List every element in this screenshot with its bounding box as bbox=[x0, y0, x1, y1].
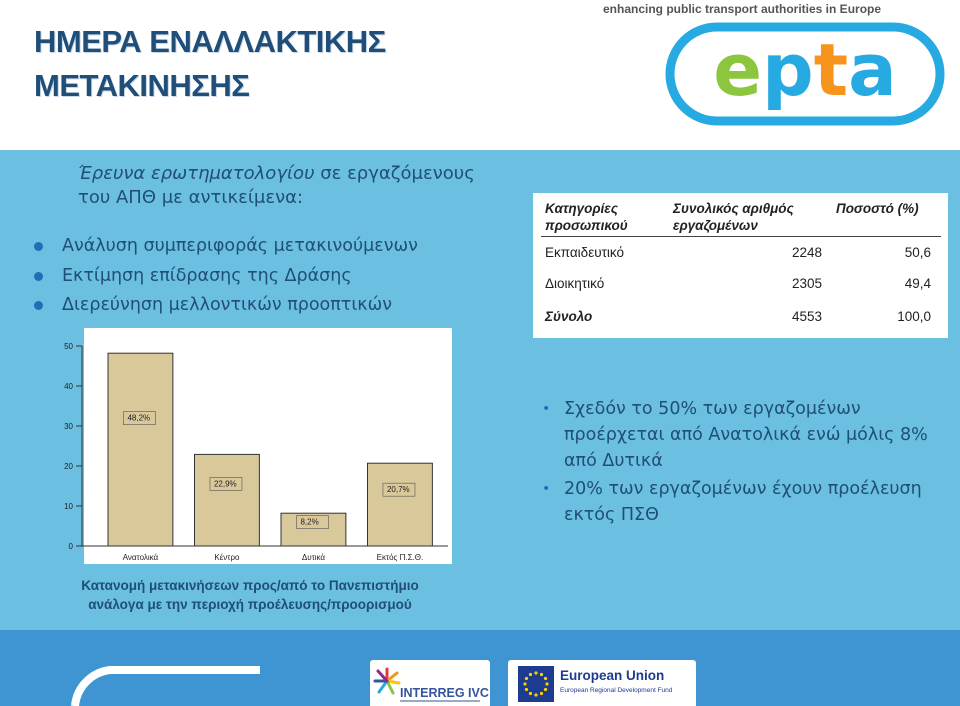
origin-bar-chart bbox=[0, 328, 452, 564]
table-cell: 2305 bbox=[791, 276, 822, 291]
staff-table-panel bbox=[533, 193, 948, 338]
interreg-logo bbox=[370, 660, 490, 706]
finding-item: • 20% των εργαζομένων έχουν προέλευση εκτός ΠΣΘ bbox=[542, 476, 942, 528]
y-tick-label: 40 bbox=[64, 382, 73, 391]
findings-list bbox=[542, 396, 942, 530]
table-header: Ποσοστό (%) bbox=[832, 198, 941, 237]
eu-stars-icon bbox=[518, 666, 554, 702]
eu-star bbox=[544, 677, 547, 680]
page-title-line2: ΜΕΤΑΚΙΝΗΣΗΣ bbox=[34, 68, 250, 103]
table-cell: Σύνολο bbox=[545, 308, 593, 324]
eu-star bbox=[540, 673, 543, 676]
main-panel bbox=[0, 150, 960, 630]
epta-tagline: enhancing public transport authorities in Europe bbox=[603, 2, 882, 16]
survey-heading-rest: σε εργαζόμενους bbox=[314, 163, 475, 184]
table-cell: 49,4 bbox=[904, 276, 931, 291]
chart-caption-line1: Κατανομή μετακινήσεων προς/από το Πανεπιστήμιο bbox=[81, 578, 419, 593]
epta-logo bbox=[660, 15, 950, 135]
table-row bbox=[541, 268, 941, 299]
interreg-label: INTERREG IVC bbox=[400, 686, 489, 700]
y-tick-label: 0 bbox=[68, 542, 73, 551]
finding-item: • Σχεδόν το 50% των εργαζομένων προέρχεται από Ανατολικά ενώ μόλις 8% από Δυτικά bbox=[542, 396, 942, 474]
eu-star bbox=[545, 682, 548, 685]
table-cell: 4553 bbox=[791, 308, 822, 324]
data-label: 48,2% bbox=[127, 413, 151, 423]
survey-objectives bbox=[34, 232, 418, 321]
eu-star bbox=[544, 688, 547, 691]
eu-flag-icon bbox=[518, 666, 554, 702]
survey-heading bbox=[78, 162, 475, 210]
chart-bar bbox=[368, 463, 433, 546]
table-cell: Διοικητικό bbox=[545, 276, 605, 291]
table-row-total bbox=[541, 299, 941, 333]
footer bbox=[0, 630, 960, 706]
survey-heading-italic: Έρευνα ερωτηματολογίου bbox=[78, 163, 315, 184]
eu-star bbox=[540, 692, 543, 695]
interreg-subtext-line bbox=[400, 700, 480, 702]
chart-bar bbox=[108, 353, 173, 546]
eu-star bbox=[534, 693, 537, 696]
eu-star bbox=[529, 692, 532, 695]
epta-logo-text: epta bbox=[713, 28, 897, 112]
eu-star bbox=[523, 682, 526, 685]
page-title-line1: ΗΜΕΡΑ ΕΝΑΛΛΑΚΤΙΚΗΣ bbox=[34, 24, 386, 59]
interreg-star-icon bbox=[372, 666, 402, 696]
y-tick-label: 30 bbox=[64, 422, 73, 431]
staff-table bbox=[541, 198, 941, 333]
x-tick-label: Δυτικά bbox=[301, 553, 326, 562]
eu-label: European Union bbox=[560, 668, 665, 683]
table-header: Κατηγορίες προσωπικού bbox=[541, 198, 669, 237]
table-header-row bbox=[541, 198, 941, 237]
survey-objective: Ανάλυση συμπεριφοράς μετακινούμενων bbox=[34, 232, 418, 262]
eu-sub-label: European Regional Development Fund bbox=[560, 687, 673, 694]
y-tick-label: 20 bbox=[64, 462, 73, 471]
y-tick-label: 10 bbox=[64, 502, 73, 511]
data-label: 20,7% bbox=[386, 485, 410, 495]
chart-bar bbox=[195, 454, 260, 546]
chart-caption-line2: ανάλογα με την περιοχή προέλευσης/προορισμού bbox=[88, 597, 412, 612]
survey-objective: Εκτίμηση επίδρασης της Δράσης bbox=[34, 262, 418, 292]
table-header: Συνολικός αριθμός εργαζομένων bbox=[669, 198, 832, 237]
eu-star bbox=[525, 677, 528, 680]
table-cell: 2248 bbox=[791, 245, 822, 260]
survey-objective: Διερεύνηση μελλοντικών προοπτικών bbox=[34, 291, 418, 321]
data-label: 8,2% bbox=[300, 517, 319, 527]
data-label: 22,9% bbox=[213, 479, 237, 489]
table-cell: 50,6 bbox=[904, 245, 931, 260]
eu-star bbox=[525, 688, 528, 691]
footer-decoration bbox=[0, 630, 320, 706]
table-cell: 100,0 bbox=[897, 308, 931, 324]
chart-caption bbox=[40, 576, 460, 614]
survey-heading-line2: του ΑΠΘ με αντικείμενα: bbox=[78, 187, 304, 208]
x-tick-label: Εκτός Π.Σ.Θ. bbox=[376, 553, 424, 562]
eu-star bbox=[529, 673, 532, 676]
x-tick-label: Ανατολικά bbox=[122, 553, 159, 562]
eu-star bbox=[534, 671, 537, 674]
page-title bbox=[34, 20, 386, 108]
header bbox=[0, 0, 960, 150]
x-tick-label: Κέντρο bbox=[214, 553, 240, 562]
table-row bbox=[541, 237, 941, 269]
eu-logo bbox=[508, 660, 696, 706]
table-cell: Εκπαιδευτικό bbox=[545, 245, 625, 260]
y-tick-label: 50 bbox=[64, 342, 73, 351]
